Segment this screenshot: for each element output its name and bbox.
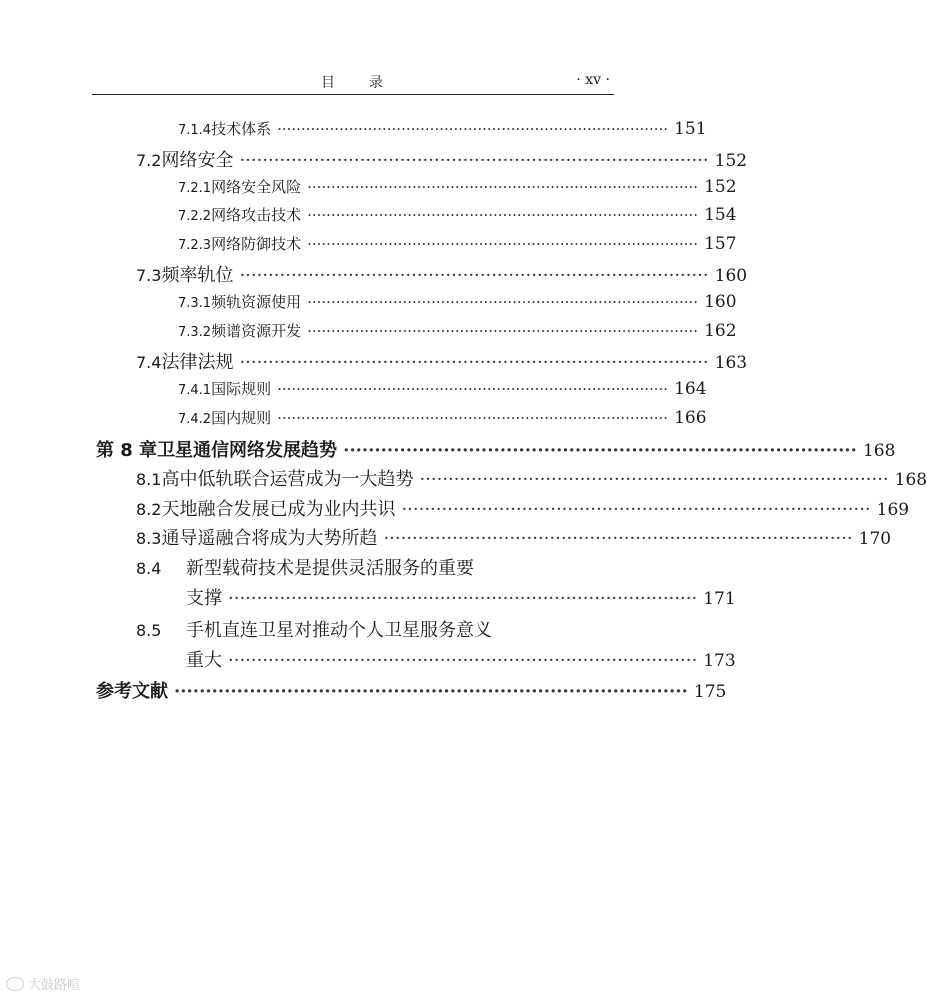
entry-page: 175 bbox=[693, 682, 727, 702]
entry-title: 天地融合发展已成为业内共识 bbox=[161, 499, 396, 520]
entry-title: 技术体系 bbox=[211, 120, 272, 138]
entry-page: 152 bbox=[714, 151, 748, 171]
dot-leader: ·················································································· bbox=[277, 380, 669, 398]
dot-leader: ·················································································· bbox=[239, 352, 709, 373]
toc-entry-8-5-continued[interactable] bbox=[186, 646, 736, 671]
entry-page: 160 bbox=[714, 266, 748, 286]
toc-entry-7-3-2[interactable] bbox=[178, 320, 737, 344]
entry-title-continued: 支撑 bbox=[186, 588, 222, 609]
entry-number: 7.3.1 bbox=[178, 296, 212, 311]
dot-leader: ·················································································· bbox=[174, 681, 688, 702]
entry-title: 频谱资源开发 bbox=[211, 322, 302, 340]
entry-number: 7.3.2 bbox=[178, 325, 212, 340]
entry-title: 国际规则 bbox=[211, 380, 272, 398]
dot-leader: ·················································································· bbox=[401, 499, 871, 520]
entry-number: 7.2 bbox=[136, 151, 162, 170]
dot-leader: ·················································································· bbox=[239, 150, 709, 171]
entry-number: 7.2.2 bbox=[178, 209, 212, 224]
entry-number: 7.1.4 bbox=[178, 123, 212, 138]
toc-entry-8-4[interactable] bbox=[136, 554, 614, 578]
entry-number: 8.4 bbox=[136, 559, 162, 578]
entry-title: 高中低轨联合运营成为一大趋势 bbox=[161, 469, 414, 490]
entry-page: 160 bbox=[704, 292, 737, 312]
toc-entry-7-2[interactable] bbox=[136, 146, 748, 171]
entry-title: 参考文献 bbox=[96, 681, 168, 702]
entry-page: 170 bbox=[858, 529, 892, 549]
toc-entry-7-3-1[interactable] bbox=[178, 291, 737, 315]
entry-page: 152 bbox=[704, 177, 737, 197]
entry-title: 网络攻击技术 bbox=[211, 206, 302, 224]
entry-title: 新型载荷技术是提供灵活服务的重要 bbox=[186, 558, 474, 579]
watermark-text: 大鼓路喧 bbox=[28, 978, 81, 993]
entry-title: 频轨资源使用 bbox=[211, 293, 302, 311]
entry-page: 163 bbox=[714, 353, 748, 373]
toc-entry-references[interactable] bbox=[96, 677, 727, 702]
toc-entry-8-4-continued[interactable] bbox=[186, 584, 736, 609]
dot-leader: ·················································································· bbox=[307, 293, 699, 311]
header-title: 目 录 bbox=[321, 75, 385, 91]
entry-number: 7.4 bbox=[136, 353, 162, 372]
chapter-number: 第 8 章 bbox=[96, 440, 158, 461]
entry-title: 法律法规 bbox=[161, 352, 234, 373]
entry-number: 8.3 bbox=[136, 529, 162, 548]
dot-leader: ·················································································· bbox=[419, 469, 889, 490]
toc-entry-8-2[interactable] bbox=[136, 495, 910, 520]
toc-entry-7-4-2[interactable] bbox=[178, 407, 707, 431]
dot-leader: ·················································································· bbox=[307, 178, 699, 196]
entry-page: 169 bbox=[876, 500, 910, 520]
dot-leader: ·················································································· bbox=[239, 265, 709, 286]
toc-entry-7-3[interactable] bbox=[136, 261, 748, 286]
entry-page: 173 bbox=[703, 651, 736, 671]
entry-page: 154 bbox=[704, 205, 737, 225]
toc-entry-8-5[interactable] bbox=[136, 616, 614, 640]
entry-title: 网络安全 bbox=[161, 150, 234, 171]
entry-title-continued: 重大 bbox=[186, 650, 222, 671]
entry-page: 157 bbox=[704, 234, 737, 254]
toc-entry-chapter-8[interactable] bbox=[96, 436, 896, 461]
entry-title: 国内规则 bbox=[211, 409, 272, 427]
entry-number: 7.4.2 bbox=[178, 412, 212, 427]
entry-page: 164 bbox=[674, 379, 707, 399]
watermark bbox=[6, 974, 80, 993]
entry-number: 7.2.1 bbox=[178, 181, 212, 196]
entry-number: 7.4.1 bbox=[178, 383, 212, 398]
toc-entry-7-4-1[interactable] bbox=[178, 378, 707, 402]
toc-entry-7-2-1[interactable] bbox=[178, 176, 737, 200]
entry-page: 171 bbox=[703, 589, 736, 609]
header-page-number: · xv · bbox=[576, 72, 610, 88]
entry-number: 7.2.3 bbox=[178, 238, 212, 253]
running-header bbox=[92, 70, 614, 94]
entry-title: 网络安全风险 bbox=[211, 178, 302, 196]
toc-entry-7-4[interactable] bbox=[136, 348, 748, 373]
dot-leader: ·················································································· bbox=[277, 409, 669, 427]
entry-number: 7.3 bbox=[136, 266, 162, 285]
header-rule bbox=[92, 94, 614, 95]
dot-leader: ·················································································· bbox=[228, 650, 698, 671]
dot-leader: ·················································································· bbox=[307, 322, 699, 340]
entry-page: 168 bbox=[894, 470, 927, 490]
entry-title: 频率轨位 bbox=[161, 265, 234, 286]
chapter-title: 卫星通信网络发展趋势 bbox=[157, 440, 338, 461]
entry-page: 166 bbox=[674, 408, 707, 428]
entry-number: 8.2 bbox=[136, 500, 162, 519]
dot-leader: ·················································································· bbox=[277, 120, 669, 138]
dot-leader: ·················································································· bbox=[307, 206, 699, 224]
dot-leader: ·················································································· bbox=[228, 588, 698, 609]
entry-title: 手机直连卫星对推动个人卫星服务意义 bbox=[186, 620, 492, 641]
entry-page: 151 bbox=[674, 119, 707, 139]
entry-number: 8.1 bbox=[136, 470, 162, 489]
entry-page: 162 bbox=[704, 321, 737, 341]
toc-entry-7-2-3[interactable] bbox=[178, 233, 737, 257]
watermark-logo-icon bbox=[6, 977, 24, 991]
entry-title: 通导遥融合将成为大势所趋 bbox=[161, 528, 378, 549]
dot-leader: ·················································································· bbox=[307, 235, 699, 253]
entry-page: 168 bbox=[862, 441, 896, 461]
toc-entry-8-1[interactable] bbox=[136, 465, 927, 490]
entry-number: 8.5 bbox=[136, 621, 162, 640]
toc-entry-7-2-2[interactable] bbox=[178, 204, 737, 228]
toc-entry-7-1-4[interactable] bbox=[178, 118, 707, 142]
dot-leader: ·················································································· bbox=[343, 440, 857, 461]
entry-title: 网络防御技术 bbox=[211, 235, 302, 253]
dot-leader: ·················································································· bbox=[383, 528, 853, 549]
toc-entry-8-3[interactable] bbox=[136, 524, 892, 549]
